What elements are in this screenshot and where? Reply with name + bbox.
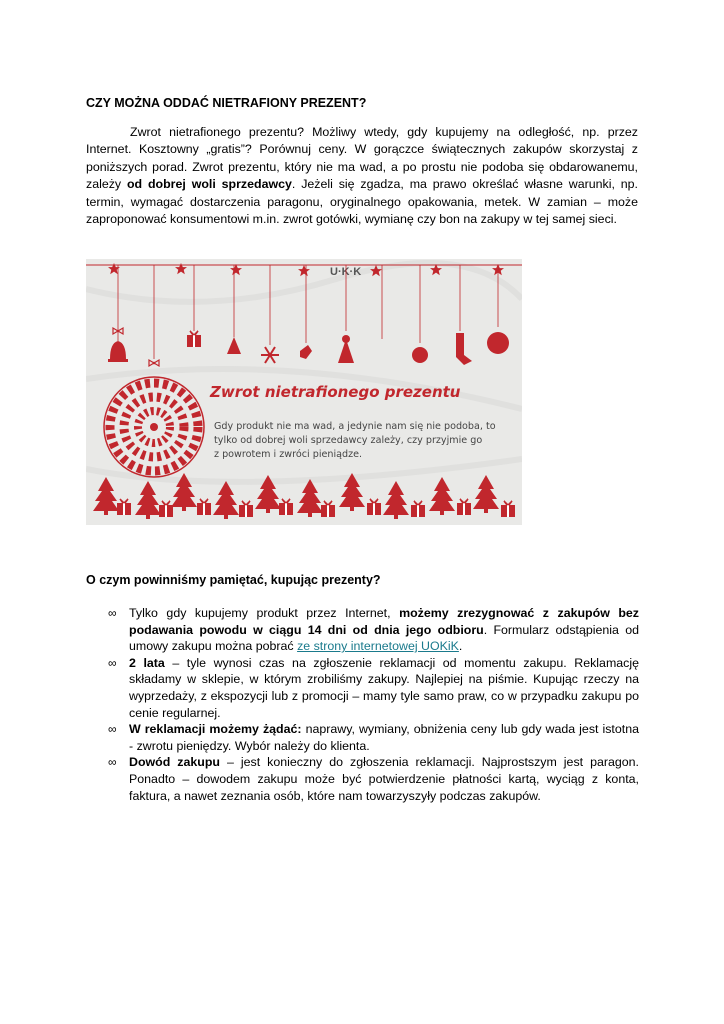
item-text: . Formularz odstąpienia od umowy zakupu można pobrać <box>129 622 639 654</box>
santa-ornament <box>412 347 428 363</box>
banner-text-line-2: tylko od dobrej woli sprzedawcy zależy, czy przyjmie go <box>214 435 483 446</box>
intro-paragraph <box>86 124 638 228</box>
uokik-logo: U·K·K <box>330 266 362 278</box>
item-bold: W reklamacji możemy żądać: <box>129 722 302 737</box>
bauble-ornament <box>487 332 509 354</box>
list-item <box>108 655 639 721</box>
item-text: – jest konieczny do zgłoszenia reklamacji. Najprostszym jest paragon. Ponadto – dowodem zakupu może być potwierdzenie płatności kartą, wyciąg z konta, faktura, a nawet zeznania osób, które nam towarzyszyły podczas zakupów. <box>129 755 640 803</box>
banner-title: Zwrot nietrafionego prezentu <box>210 383 461 401</box>
item-text: naprawy, wymiany, obniżenia ceny lub gdy wada jest istotna - zwrotu pieniędzy. Wybór należy do klienta. <box>129 722 639 753</box>
item-text: Tylko gdy kupujemy produkt przez Internet, <box>129 606 400 620</box>
infinity-bullet-icon: ∞ <box>108 606 117 620</box>
section-heading: O czym powinniśmy pamiętać, kupując prezenty? <box>86 573 381 587</box>
intro-text-2: . Jeżeli się zgadza, ma prawo określać własne warunki, np. termin, wymagać dostarczenia paragonu, oryginalnego opakowania, metek. W zamian – może zaproponować konsumentowi m.in. zwrot gotówki, wymianę czy bon na zakupy w tej samej sieci. <box>86 177 638 227</box>
list-item <box>108 605 639 655</box>
banner-illustration <box>86 259 522 525</box>
item-bold: Dowód zakupu <box>129 755 220 770</box>
item-text: . <box>458 639 463 654</box>
list-item <box>108 721 639 754</box>
list-item <box>108 754 639 804</box>
uokik-website-link[interactable]: ze strony internetowej UOKiK <box>297 639 459 654</box>
tips-list <box>108 605 639 804</box>
infinity-bullet-icon: ∞ <box>108 755 117 770</box>
item-bold: możemy zrezygnować z zakupów bez podawania powodu w ciągu 14 dni od dnia jego odbioru <box>129 606 639 637</box>
infinity-bullet-icon: ∞ <box>108 722 117 737</box>
banner-text-line-1: Gdy produkt nie ma wad, a jedynie nam się nie podoba, to <box>214 421 496 432</box>
banner-text-line-3: z powrotem i zwróci pieniądze. <box>214 449 363 460</box>
item-bold: 2 lata <box>129 655 165 670</box>
intro-text-1: Zwrot nietrafionego prezentu? Możliwy wtedy, gdy kupujemy na odległość, np. przez Internet. Kosztowny „gratis”? Porównuj ceny. W gorączce świątecznych zakupów skorzystaj z poniższych porad. Zwrot prezentu, który nie ma wad, a po prostu nie podoba się obdarowanemu, zależy <box>86 125 638 192</box>
infinity-bullet-icon: ∞ <box>108 655 117 670</box>
item-text: – tyle wynosi czas na zgłoszenie reklamacji od momentu zakupu. Reklamację składamy w sklepie, w którym zrobiliśmy zakupy. Najlepiej na piśmie. Kupując rzeczy na wyprzedaży, z ekspozycji lub z promocji – mamy tyle samo praw, co w przypadku zakupu po cenie regularnej. <box>129 655 639 720</box>
christmas-banner-image <box>86 259 522 525</box>
intro-bold: od dobrej woli sprzedawcy <box>126 177 292 192</box>
page-title: CZY MOŻNA ODDAĆ NIETRAFIONY PREZENT? <box>86 96 367 110</box>
